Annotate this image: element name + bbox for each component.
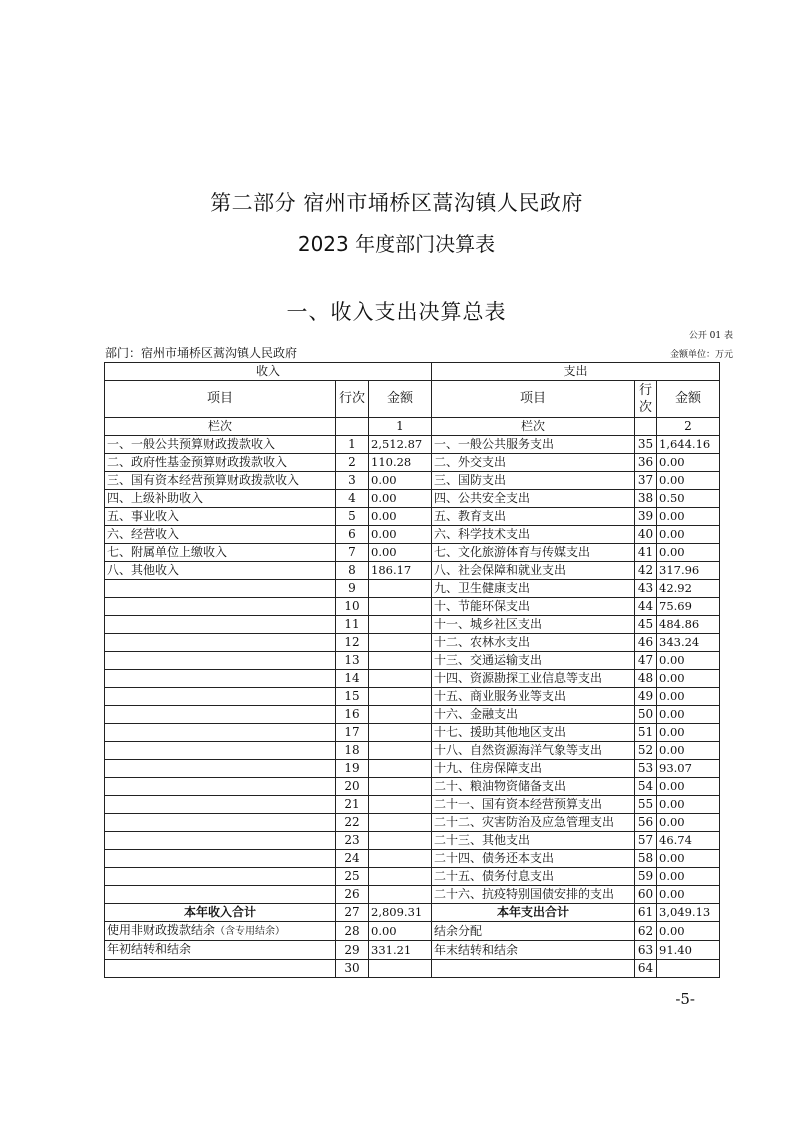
table-row [105,598,720,616]
expense-row-number: 51 [635,724,657,742]
income-amount-header: 金额 [369,381,432,418]
income-amount: 0.00 [369,544,432,562]
expense-item: 二十四、债务还本支出 [432,850,635,868]
income-column-label: 栏次 [105,418,336,436]
income-item: 七、附属单位上缴收入 [105,544,336,562]
table-row [105,760,720,778]
income-item [105,886,336,904]
income-row-number: 9 [336,580,369,598]
expense-row-number: 44 [635,598,657,616]
income-amount [369,580,432,598]
expense-item: 六、科学技术支出 [432,526,635,544]
income-amount [369,814,432,832]
expense-total-row-number: 61 [635,904,657,922]
income-item: 六、经营收入 [105,526,336,544]
income-amount: 331.21 [369,941,432,960]
expense-total-label: 本年支出合计 [432,904,635,922]
income-amount [369,616,432,634]
income-row-number: 5 [336,508,369,526]
table-row [105,652,720,670]
income-row-number: 24 [336,850,369,868]
expense-row-number: 50 [635,706,657,724]
table-row [105,562,720,580]
expense-amount: 0.00 [657,886,720,904]
expense-item: 二十五、债务付息支出 [432,868,635,886]
income-item [105,760,336,778]
income-amount [369,850,432,868]
income-total-amount: 2,809.31 [369,904,432,922]
income-item [105,634,336,652]
expense-item: 九、卫生健康支出 [432,580,635,598]
expense-amount: 0.00 [657,508,720,526]
expense-item: 二十一、国有资本经营预算支出 [432,796,635,814]
income-row-number: 20 [336,778,369,796]
income-amount: 0.00 [369,472,432,490]
table-row [105,580,720,598]
expense-row-number: 46 [635,634,657,652]
income-row-number: 10 [336,598,369,616]
expense-row-number: 48 [635,670,657,688]
expense-amount: 0.00 [657,796,720,814]
expense-row-number: 53 [635,760,657,778]
expense-row-number: 38 [635,490,657,508]
expense-item [432,960,635,978]
table-row [105,832,720,850]
income-item: 三、国有资本经营预算财政拨款收入 [105,472,336,490]
expense-row-number: 58 [635,850,657,868]
expense-row-number: 56 [635,814,657,832]
income-row-number: 26 [336,886,369,904]
income-item [105,652,336,670]
expense-item: 结余分配 [432,922,635,941]
expense-row-number: 37 [635,472,657,490]
expense-item: 十一、城乡社区支出 [432,616,635,634]
income-item: 一、一般公共预算财政拨款收入 [105,436,336,454]
table-row [105,960,720,978]
income-amount [369,724,432,742]
expense-row-number: 42 [635,562,657,580]
income-header: 收入 [105,363,432,381]
expense-amount: 42.92 [657,580,720,598]
expense-amount: 0.00 [657,922,720,941]
income-amount: 186.17 [369,562,432,580]
unit-label: 金额单位：万元 [669,350,733,360]
expense-row-number: 47 [635,652,657,670]
table-number: 公开 01 表 [688,331,733,341]
expense-item: 八、社会保障和就业支出 [432,562,635,580]
expense-column-label: 栏次 [432,418,635,436]
income-item-note: （含专用结余） [215,926,286,937]
income-amount: 110.28 [369,454,432,472]
table-row [105,544,720,562]
expense-row-number: 55 [635,796,657,814]
income-row-number: 18 [336,742,369,760]
expense-amount: 93.07 [657,760,720,778]
table-row [105,490,720,508]
expense-amount: 0.00 [657,868,720,886]
department-label: 部门：宿州市埇桥区蒿沟镇人民政府 [105,346,298,360]
income-amount [369,742,432,760]
income-row-number: 28 [336,922,369,941]
expense-item: 七、文化旅游体育与传媒支出 [432,544,635,562]
income-row-number: 29 [336,941,369,960]
table-row [105,724,720,742]
income-amount [369,960,432,978]
income-amount: 2,512.87 [369,436,432,454]
income-item [105,598,336,616]
expense-total-amount: 3,049.13 [657,904,720,922]
expense-rowno-header-char1: 行 [638,383,652,398]
table-row [105,436,720,454]
income-row-number: 14 [336,670,369,688]
income-item [105,670,336,688]
income-amount: 0.00 [369,508,432,526]
expense-row-number: 52 [635,742,657,760]
income-item [105,580,336,598]
income-row-number: 16 [336,706,369,724]
expense-amount: 46.74 [657,832,720,850]
table-row [105,850,720,868]
expense-item: 二十三、其他支出 [432,832,635,850]
income-amount [369,868,432,886]
income-row-number: 17 [336,724,369,742]
column-number-row [105,418,720,436]
expense-amount: 0.00 [657,670,720,688]
expense-row-number: 54 [635,778,657,796]
income-column-rowno [336,418,369,436]
expense-amount [657,960,720,978]
table-row [105,778,720,796]
income-amount [369,688,432,706]
income-amount: 0.00 [369,922,432,941]
income-item [105,796,336,814]
table-row [105,868,720,886]
income-total-row-number: 27 [336,904,369,922]
expense-row-number: 59 [635,868,657,886]
table-row [105,526,720,544]
income-row-number: 12 [336,634,369,652]
expense-row-number: 64 [635,960,657,978]
expense-amount: 343.24 [657,634,720,652]
income-row-number: 25 [336,868,369,886]
expense-item: 十八、自然资源海洋气象等支出 [432,742,635,760]
income-amount: 0.00 [369,526,432,544]
income-item [105,742,336,760]
income-amount [369,832,432,850]
document-title: 第二部分 宿州市埇桥区蒿沟镇人民政府 [210,191,583,215]
expense-column-number: 2 [657,418,720,436]
income-column-number: 1 [369,418,432,436]
expense-amount: 484.86 [657,616,720,634]
expense-amount-header: 金额 [657,381,720,418]
income-item [105,832,336,850]
expense-item: 十七、援助其他地区支出 [432,724,635,742]
expense-row-number: 35 [635,436,657,454]
expense-item: 四、公共安全支出 [432,490,635,508]
expense-item: 十九、住房保障支出 [432,760,635,778]
expense-amount: 0.00 [657,472,720,490]
expense-amount: 75.69 [657,598,720,616]
income-row-number: 8 [336,562,369,580]
expense-row-number: 36 [635,454,657,472]
income-item-text: 使用非财政拨款结余 [107,923,216,937]
expense-amount: 0.00 [657,688,720,706]
table-row [105,670,720,688]
income-amount [369,886,432,904]
table-row [105,886,720,904]
income-amount [369,634,432,652]
income-amount: 0.00 [369,490,432,508]
table-row [105,941,720,960]
table-row [105,796,720,814]
income-expense-table [104,362,720,978]
expense-item: 二十六、抗疫特别国债安排的支出 [432,886,635,904]
expense-item: 三、国防支出 [432,472,635,490]
header-row-sections [105,363,720,381]
income-item [105,922,336,941]
expense-amount: 0.00 [657,454,720,472]
income-row-number: 2 [336,454,369,472]
expense-row-number: 63 [635,941,657,960]
income-row-number: 4 [336,490,369,508]
table-row [105,472,720,490]
income-row-number: 22 [336,814,369,832]
expense-item: 五、教育支出 [432,508,635,526]
income-item-text: 年初结转和结余 [107,942,192,956]
income-row-number: 19 [336,760,369,778]
expense-item: 十四、资源勘探工业信息等支出 [432,670,635,688]
income-row-number: 11 [336,616,369,634]
income-amount [369,598,432,616]
table-row [105,634,720,652]
expense-amount: 0.00 [657,742,720,760]
table-row [105,508,720,526]
expense-rowno-header [635,381,657,418]
income-item: 八、其他收入 [105,562,336,580]
income-row-number: 13 [336,652,369,670]
expense-amount: 0.00 [657,814,720,832]
expense-header: 支出 [432,363,720,381]
income-row-number: 6 [336,526,369,544]
expense-amount: 0.00 [657,544,720,562]
expense-item: 十、节能环保支出 [432,598,635,616]
expense-amount: 0.50 [657,490,720,508]
expense-amount: 0.00 [657,706,720,724]
income-row-number: 3 [336,472,369,490]
expense-row-number: 43 [635,580,657,598]
expense-item: 一、一般公共服务支出 [432,436,635,454]
income-item [105,616,336,634]
income-item [105,850,336,868]
section-title: 一、收入支出决算总表 [286,300,507,324]
income-amount [369,760,432,778]
table-row [105,454,720,472]
income-item: 二、政府性基金预算财政拨款收入 [105,454,336,472]
expense-amount: 91.40 [657,941,720,960]
expense-item: 二十、粮油物资储备支出 [432,778,635,796]
income-total-label: 本年收入合计 [105,904,336,922]
income-item [105,814,336,832]
expense-amount: 0.00 [657,778,720,796]
table-row [105,688,720,706]
expense-item: 二十二、灾害防治及应急管理支出 [432,814,635,832]
expense-item: 年末结转和结余 [432,941,635,960]
expense-item: 十五、商业服务业等支出 [432,688,635,706]
income-item [105,688,336,706]
expense-column-rowno [635,418,657,436]
expense-row-number: 49 [635,688,657,706]
page-number: -5- [675,990,695,1008]
income-item-header: 项目 [105,381,336,418]
expense-row-number: 60 [635,886,657,904]
table-row [105,922,720,941]
header-row-columns [105,381,720,418]
income-item: 四、上级补助收入 [105,490,336,508]
income-item [105,778,336,796]
expense-item: 十二、农林水支出 [432,634,635,652]
expense-row-number: 62 [635,922,657,941]
income-row-number: 23 [336,832,369,850]
expense-row-number: 40 [635,526,657,544]
income-row-number: 1 [336,436,369,454]
income-item [105,868,336,886]
income-item [105,960,336,978]
expense-row-number: 39 [635,508,657,526]
document-subtitle: 2023 年度部门决算表 [297,232,496,256]
income-item [105,724,336,742]
expense-amount: 0.00 [657,724,720,742]
income-amount [369,652,432,670]
expense-amount: 0.00 [657,652,720,670]
expense-amount: 1,644.16 [657,436,720,454]
expense-amount: 0.00 [657,850,720,868]
income-item [105,941,336,960]
table-row [105,742,720,760]
income-item: 五、事业收入 [105,508,336,526]
expense-row-number: 41 [635,544,657,562]
table-row [105,814,720,832]
income-rowno-header: 行次 [336,381,369,418]
table-row [105,616,720,634]
table-row [105,706,720,724]
expense-item: 二、外交支出 [432,454,635,472]
expense-item: 十三、交通运输支出 [432,652,635,670]
income-amount [369,796,432,814]
income-amount [369,778,432,796]
income-row-number: 21 [336,796,369,814]
expense-row-number: 57 [635,832,657,850]
income-item [105,706,336,724]
income-amount [369,706,432,724]
expense-rowno-header-char2: 次 [638,400,652,415]
expense-item-header: 项目 [432,381,635,418]
income-row-number: 7 [336,544,369,562]
income-row-number: 15 [336,688,369,706]
expense-item: 十六、金融支出 [432,706,635,724]
expense-amount: 0.00 [657,526,720,544]
expense-row-number: 45 [635,616,657,634]
income-amount [369,670,432,688]
income-row-number: 30 [336,960,369,978]
total-row [105,904,720,922]
expense-amount: 317.96 [657,562,720,580]
